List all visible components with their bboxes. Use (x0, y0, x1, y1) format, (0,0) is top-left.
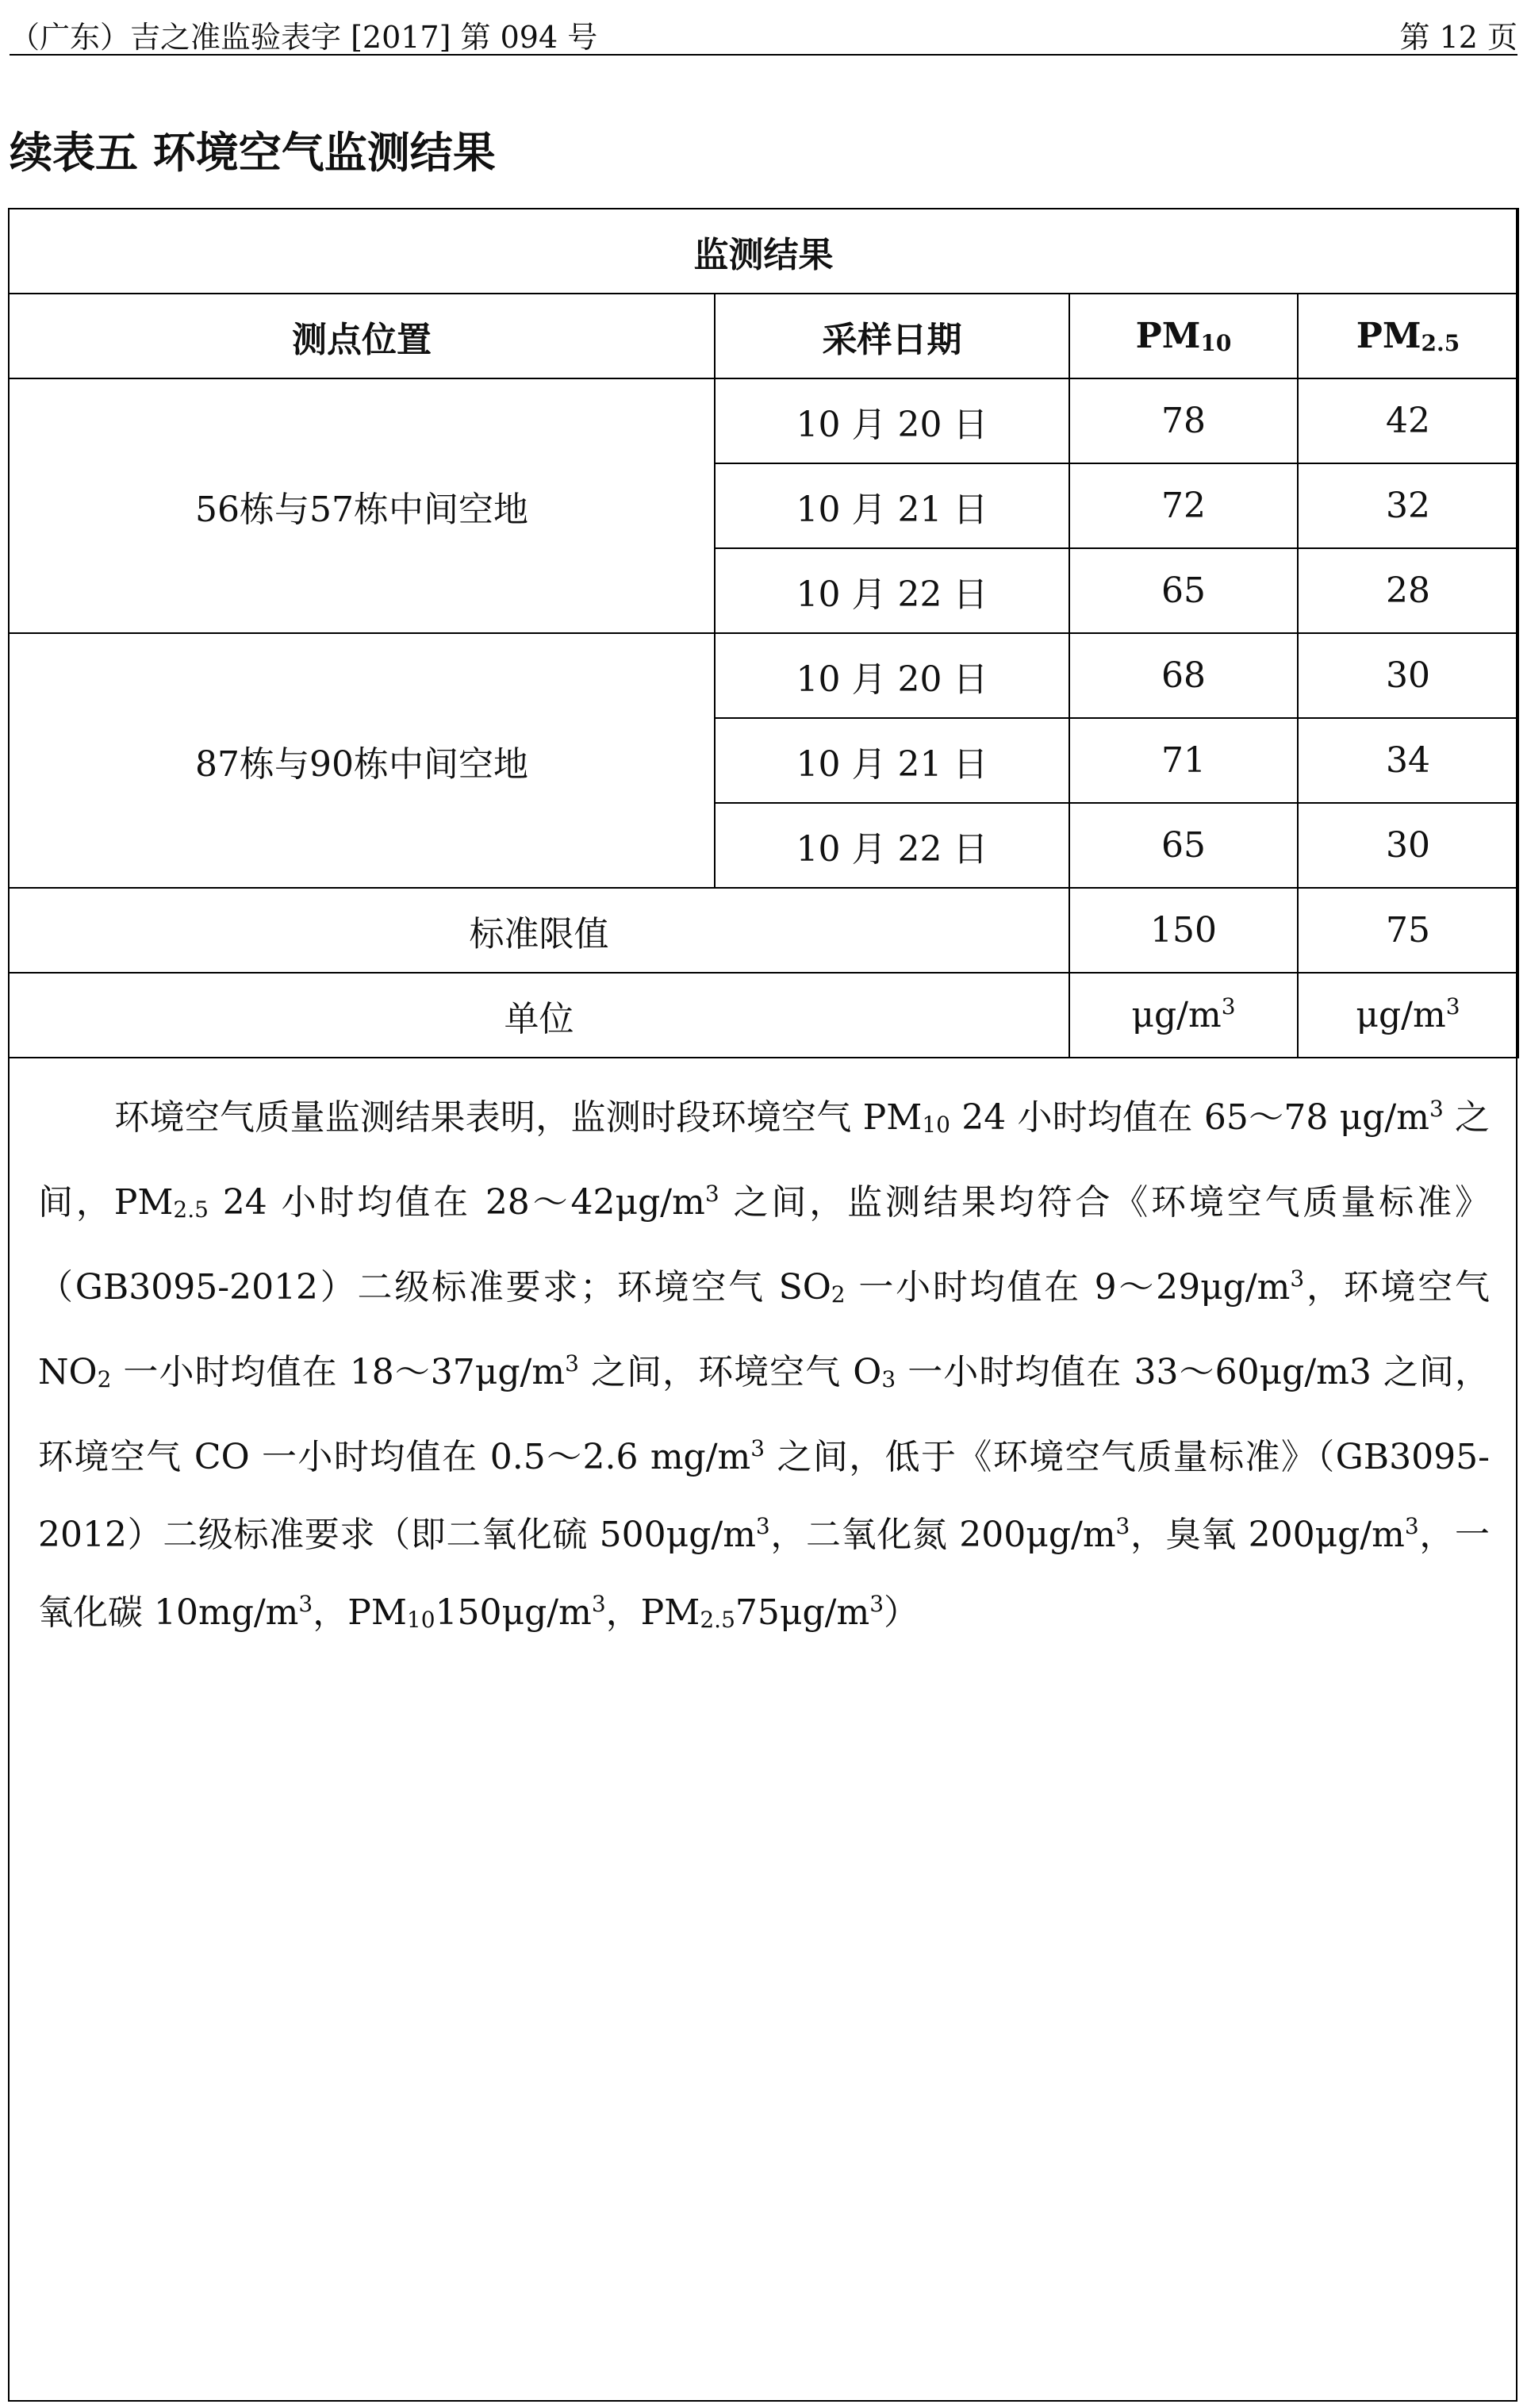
pm10-value: 72 (1069, 463, 1298, 548)
pm25-value: 42 (1298, 378, 1518, 463)
sample-date: 10 月 21 日 (715, 463, 1069, 548)
table-row (9, 378, 1518, 463)
limit-pm10: 150 (1069, 888, 1298, 973)
pm10-value: 78 (1069, 378, 1298, 463)
pm10-value: 65 (1069, 548, 1298, 633)
col-header-pm10: $PM_{10}$ (1069, 294, 1298, 378)
table-group-header-row (9, 209, 1518, 294)
site-name: 87栋与90栋中间空地 (9, 633, 715, 888)
unit-label: 单位 (9, 973, 1069, 1058)
table-row (9, 633, 1518, 718)
sample-date: 10 月 20 日 (715, 378, 1069, 463)
pm25-value: 28 (1298, 548, 1518, 633)
page-number: 第 12 页 (1399, 20, 1517, 55)
limit-pm25: 75 (1298, 888, 1518, 973)
col-header-location: 测点位置 (9, 294, 715, 378)
unit-row (9, 973, 1518, 1058)
sample-date: 10 月 21 日 (715, 718, 1069, 803)
pm25-value: 30 (1298, 633, 1518, 718)
col-header-date: 采样日期 (715, 294, 1069, 378)
limit-row (9, 888, 1518, 973)
group-header: 监测结果 (9, 209, 1518, 294)
pm10-value: 68 (1069, 633, 1298, 718)
unit-pm25: $\mu g/m^3$ (1298, 973, 1518, 1058)
site-name: 56栋与57栋中间空地 (9, 378, 715, 633)
page-title: 续表五 环境空气监测结果 (10, 128, 496, 178)
limit-label: 标准限值 (9, 888, 1069, 973)
sample-date: 10 月 22 日 (715, 803, 1069, 888)
pm10-value: 71 (1069, 718, 1298, 803)
table-column-header-row (9, 294, 1518, 378)
unit-pm10: $\mu g/m^3$ (1069, 973, 1298, 1058)
report-number: （广东）吉之准监验表字 [2017] 第 094 号 (10, 20, 598, 55)
page-header (10, 6, 1517, 56)
col-header-pm25: $PM_{2.5}$ (1298, 294, 1518, 378)
pm25-value: 32 (1298, 463, 1518, 548)
sample-date: 10 月 22 日 (715, 548, 1069, 633)
monitoring-table (8, 208, 1519, 1058)
pm25-value: 30 (1298, 803, 1518, 888)
summary-paragraph: 环境空气质量监测结果表明，监测时段环境空气 $PM_{10}$ 24 小时均值在 65～78 $\mu g/m^3$ 之间，$PM_{2.5}$ 24 小时均值在 $28\sim 42\mu g/m^3$ 之间，监测结果均符合《环境空气质量标准》（GB3095-2012）二级标准要求；环境空气 $SO_2$ 一小时均值在 $9\sim 29\mu g/m^3$，环境空气 $NO_2$ 一小时均值在 $18\sim 37\mu g/m^3$ 之间，环境空气 $O_3$ 一小时均值在 33～60μg/m3 之间，环境空气 CO 一小时均值在 0.5～2.6 $mg/m^3$ 之间，低于《环境空气质量标准》（GB3095-2012）二级标准要求（即二氧化硫 $500\mu g/m^3$，二氧化氮 $200\mu g/m^3$，臭氧 $200\mu g/m^3$，一氧化碳 $10mg/m^3$，$PM_{10}150\mu g/m^3$，$PM_{2.5}75\mu g/m^3$） (38, 1096, 1491, 1633)
pm10-value: 65 (1069, 803, 1298, 888)
sample-date: 10 月 20 日 (715, 633, 1069, 718)
pm25-value: 34 (1298, 718, 1518, 803)
